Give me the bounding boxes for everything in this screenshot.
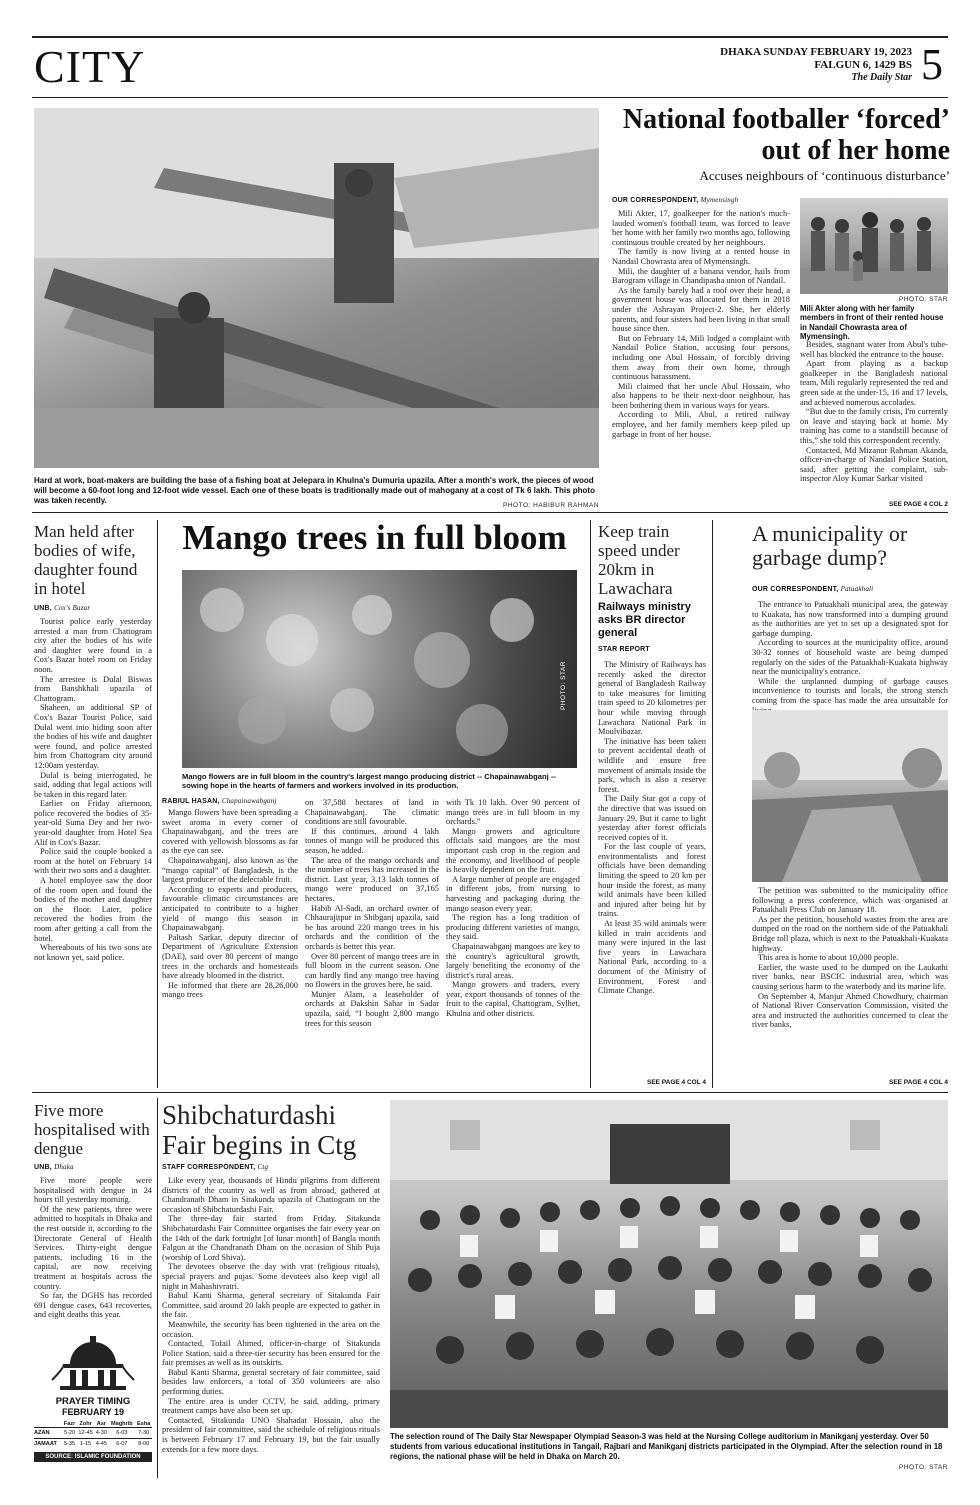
mango-bloom-photo [182,570,577,768]
man-held-headline: Man held after bodies of wife, daughter found in hotel [34,522,138,598]
garbage-scene-illustration [752,710,948,882]
footballer-subhead: Accuses neighbours of ‘continuous disturbance’ [699,168,950,183]
prayer-date: FEBRUARY 19 [61,1407,124,1417]
train-subhead: Railways ministry asks BR director general [598,601,691,639]
family-illustration [800,198,948,294]
top-rule [32,36,948,38]
footballer-see-page: SEE PAGE 4 COL 2 [888,501,948,508]
group-illustration [390,1100,948,1428]
prayer-source: SOURCE: ISLAMIC FOUNDATION [34,1452,152,1462]
garbage-see-page: SEE PAGE 4 COL 4 [888,1079,948,1086]
shib-body: Like every year, thousands of Hindu pilgrims from different districts of the country as well as from abroad, gathered at Chandranath Dham in Sitakunda upazila of Chattogram on the occasion of Shibchaturdashi Fair. The three-day fair started from Friday. Sitakunda Shibchaturdashi Fair Committee organises the fair every year on the 14th of the dark fortnight [of lunar month] of Bangla month Falgun at the Chandranath Dham on the occasion of Shib Puja (worship of Lord Shiva). The devotees observe the day with vrat (religious rituals), special prayers and pujas. Some devotees also keep vigil all night in Mahashivratri. Babul Kanti Sharma, general secretary of Sitakunda Fair Committee, said around 20 lakh people are expected to gather in the fair. Meanwhile, the security has been tightened in the area on the occasion. Contacted, Tofail Ahmed, officer-in-charge of Sitakunda Police Station, said a three-tier security has been ensured for the fair premises as well as its outskirts. Babul Kanti Sharma, general secretary of fair committee, said besides law enforcers, a total of 350 volunteers are also performing duties. The entire area is under CCTV, he said, adding, primary treatment camps have also been set up. Contacted, Sitakunda UNO Shahadat Hossain, also the president of fair committee, said the schedule of religious rituals is between February 17 and February 19, but the fair usually extends for a few more days. [162,1176,380,1454]
mango-byline: RABIUL HASAN, Chapainawabganj [162,797,277,805]
boat-photo-credit: PHOTO: HABIBUR RAHMAN [503,502,599,509]
section-title: CITY [34,41,146,92]
man-held-byline: UNB, Cox's Bazar [34,604,91,612]
shib-headline: Shibchaturdashi Fair begins in Ctg [162,1100,357,1160]
footballer-body-right: Besides, stagnant water from Abul's tube-well has blocked the entrance to the house. Apart from playing as a backup goalkeeper in the Bangladesh national team, Mili regularly represented the red and green side at the under-15, 16 and 17 levels, and achieved numerous accolades. “But due to the family crisis, I'm currently on leave and staying back at home. My training has come to a standstill because of this,” she told this correspondent recently. Contacted, Md Mizanur Rahman Akanda, officer-in-charge of Nandail Police Station, said, after getting the complaint, sub-inspector Aloy Kumar Sarkar visited [800,340,948,484]
dengue-headline: Five more hospitalised with dengue [34,1101,150,1158]
mango-col-2: on 37,588 hectares of land in Chapainawabganj. The climatic conditions are still favourable. If this continues, around 4 lakh tonnes of mango will be produced this season, he added. The area of the mango orchards and the number of trees has increased in the district. Last year, 3.13 lakh tonnes of mango were produced on 37,165 hectares. Habib Al-Sadi, an orchard owner of Chhaurajitpur in Shibganj upazila, said he has around 220 mango trees in his orchards and the condition of the orchards is better this year. Over 80 percent of mango trees are in full bloom in the current season. One can hardly find any mango tree having no flowers in the groves here, he said. Munjer Alam, a leaseholder of orchards at Dakshin Sahar in Sadar upazila, said, “I bought 2,800 mango trees for this season [305,798,439,1028]
mango-col-1: Mango flowers have been spreading a sweet aroma in every corner of Chapainawabganj, and the trees are covered with yellowish blossoms as far as the eye can see. Chapainawabganj, also known as the “mango capital” of Bangladesh, is the largest producer of the delectable fruit. According to experts and producers, favourable climatic circumstances are anticipated to contribute to a higher yield of mango this season in Chapainawabganj. Paltash Sarkar, deputy director of Department of Agriculture Extension (DAE), said over 80 percent of mango trees in the orchards and homesteads have already bloomed in the district. He informed that there are 28,26,000 mango trees [162,808,298,1000]
page-number: 5 [921,40,943,89]
olympiad-photo-credit: PHOTO: STAR [899,1464,948,1471]
footballer-photo-credit: PHOTO: STAR [899,296,948,303]
train-headline: Keep train speed under 20km in Lawachara [598,522,680,598]
masthead-rule [32,97,948,98]
train-body: The Ministry of Railways has recently asked the director general of Bangladesh Railway to take measures for limiting train speed to 20 kilometres per hour while moving through Lawachara National Park in Moulvibazar. The initiative has been taken to prevent accidental death of wildlife and ensure free movement of animals inside the park, which is also a reserve forest. The Daily Star got a copy of the directive that was issued on January 29. But it came to light yesterday after forest officials received copies of it. For the last couple of years, environmentalists and forest officials have been demanding limiting the speed to 20 km per hour inside the forest, as many wild animals have been killed and injured after being hit by trains. At least 35 wild animals were killed in train accidents and many were injured in the last five years in Lawachara National Park, according to a document of the Ministry of Environment, Forest and Climate Change. [598,660,706,996]
footballer-byline: OUR CORRESPONDENT, Mymensingh [612,196,739,204]
olympiad-group-photo [390,1100,948,1428]
boat-scene-illustration [34,108,599,468]
col-rule-1 [157,520,158,1088]
prayer-title: PRAYER TIMING [55,1396,131,1407]
mango-tree-illustration [182,570,577,768]
garbage-body-top: The entrance to Patuakhali municipal area, the gateway to Kuakata, has now transformed into a dumping ground as the authorities are yet to set up a designated spot for garbage dumping. According to sources at the municipality office, around 30-32 tonnes of household waste are being dumped regularly on the sides of the Patuakhali-Kuakata highway near the municipality's entrance. While the unplanned dumping of garbage causes inconvenience to tourists and locals, the strong stench coming from the space has made the area unsuitable for [752,600,948,705]
footballer-body-left: Mili Akter, 17, goalkeeper for the nation's much-lauded women's football team, was forced to leave her home with her family two months ago, following continuous trouble created by her neighbours. The family is now living at a rented house in Nandail Chowrasta area of Mymensingh. Mili, the daughter of a banana vendor, hails from Barogram village in Chandipasha union of Nandail. As the family barely had a roof over their head, a government house was allocated for them in 2018 under the Ashrayan Project-2. She, her elderly parents, and four sisters had been living in that small house since then. But on February 14, Mili lodged a complaint with Nandail Police Station, accusing four persons, including one Abul Hossain, of forcibly driving them away from their own home, through continuous harassment. Mili claimed that her uncle Abul Hossain, who also happens to be their next-door neighbour, has been bothering them in various ways for years. According to Mili, Abul, a retired railway employee, and her family members keep piled up garbage in front of her house. [612,209,790,439]
garbage-headline: A municipality or garbage dump? [752,521,908,570]
prayer-header-row: Fazr Zohr Asr Maghrib Esha [63,1421,151,1427]
mango-caption: Mango flowers are in full bloom in the country's largest mango producing district -- Chapainawabganj -- sowing hope in the hearts of farmers and workers involved in its production. [182,772,556,791]
train-see-page: SEE PAGE 4 COL 4 [646,1079,706,1086]
mili-family-photo [800,198,948,294]
olympiad-caption: The selection round of The Daily Star Newspaper Olympiad Season-3 was held at the Nursing College auditorium in Manikganj yesterday. Over 50 students from various educational institutions in Tangail, Rajbari and Manikganj districts participated in the Olympiad. After the selection round in 18 regions, the national phase will be held in Dhaka on March 20. [390,1432,943,1461]
garbage-dump-photo [752,710,948,882]
man-held-body: Tourist police early yesterday arrested a man from Chattogram city after the bodies of his wife and daughter were found in a Cox's Bazar hotel room on Friday noon. The arrestee is Dulal Biswas from Banshkhali upazila of Chattogram. Shaheen, an additional SP of Cox's Bazar Tourist Police, said Dulal went into hiding soon after the bodies of his wife and daughter were found, and police arrested him from Chattogram city around 12:00am yesterday. Dulal is being interrogated, he said, adding that legal actions will be taken in this regard later. Earlier on Friday afternoon, police recovered the bodies of 35-year-old Suma Dey and her two-year-old daughter from Hotel Sea Alif in Cox's Bazar. Police said the couple booked a room at the hotel on February 14 with their two sons and a daughter. A hotel employee saw the door of the room open and found the bodies of the mother and daughter on the floor. Later, police recovered the bodies from the room after getting a call from the hotel. Whereabouts of his two sons are not known yet, said police. [34,617,152,962]
prayer-table [34,1421,152,1449]
mango-col-3: with Tk 10 lakh. Over 90 percent of mango trees are in full bloom in my orchards.” Mango growers and agriculture officials said mangoes are the most important cash crop in the region and the economy, and livelihood of people is heavily dependent on the fruit. A large number of people are engaged in different jobs, from nursing to harvesting and packaging during the mango season every year. The region has a long tradition of producing different varieties of mango, they said. Chapainawabganj mangoes are key to the country's agricultural growth, largely benefiting the economy of the district's rural areas. Mango growers and traders, every year, export thousands of tonnes of the fruit to the capital, Chattogram, Sylhet, Khulna and other districts. [446,798,580,1019]
section-rule-2 [32,1092,948,1093]
garbage-byline: OUR CORRESPONDENT, Patuakhali [752,585,874,593]
dengue-byline: UNB, Dhaka [34,1163,74,1171]
shib-byline: STAFF CORRESPONDENT, Ctg [162,1163,269,1171]
bangla-date: FALGUN 6, 1429 BS [814,59,912,71]
boat-caption: Hard at work, boat-makers are building the base of a fishing boat at Jelepara in Khulna's Dumuria upazila. After a month's work, the pieces of wood will become a 60-foot long and 12-foot wide vessel. Each one of these boats is traditionally made out of mahogany at a cost of Tk 6 lakh. This photo was taken recently. [34,476,595,505]
footballer-photo-caption: Mili Akter along with her family members in front of their rented house in Nandail Chowrasta area of Mymensingh. [800,304,944,342]
boat-builders-photo [34,108,599,468]
section-rule-1 [32,512,948,513]
footballer-headline: National footballer ‘forced’ out of her home [622,104,950,166]
mosque-icon [34,1336,152,1392]
prayer-azan-row: AZAN 5-20 12-45 4-30 6-03 7-30 [34,1428,152,1439]
garbage-body-bottom: The petition was submitted to the municipality office following a press conference, which was organised at Patuakhali Press Club on January 18. As per the petition, household wastes from the area are dumped on the road on the northern side of the Patuakhali Bridge toll plaza, which is next to the Patuakhali-Kuakata highway. This area is home to about 10,000 people. Earlier, the waste used to be dumped on the Laukathi river banks, near BSCIC industrial area, which was causing serious harm to the waterbody and its marine life. On September 4, Manjur Ahmed Chowdhury, chairman of National River Conservation Commission, visited the area and instructed the authorities concerned to clear the river banks, [752,886,948,1030]
paper-logo: The Daily Star [851,72,912,83]
dengue-body: Five more people were hospitalised with dengue in 24 hours till yesterday morning. Of the new patients, three were admitted to hospitals in Dhaka and the rest outside it, according to the Directorate General of Health Services. Thirty-eight dengue patients, including 16 in the capital, are now receiving treatment at hospitals across the country. So far, the DGHS has recorded 691 dengue cases, 643 recoveries, and eight deaths this year. [34,1176,152,1320]
prayer-jamaat-row: JAMAAT 5-35 1-15 4-45 6-07 8-00 [34,1439,152,1450]
col-rule-4 [157,1098,158,1478]
col-rule-2 [590,520,591,1088]
mango-photo-credit: PHOTO: STAR [560,661,567,710]
prayer-timing-box [34,1336,152,1472]
col-rule-3 [712,520,713,1088]
train-byline: STAR REPORT [598,646,650,653]
issue-date: DHAKA SUNDAY FEBRUARY 19, 2023 [720,46,912,58]
mango-headline: Mango trees in full bloom [182,518,567,557]
